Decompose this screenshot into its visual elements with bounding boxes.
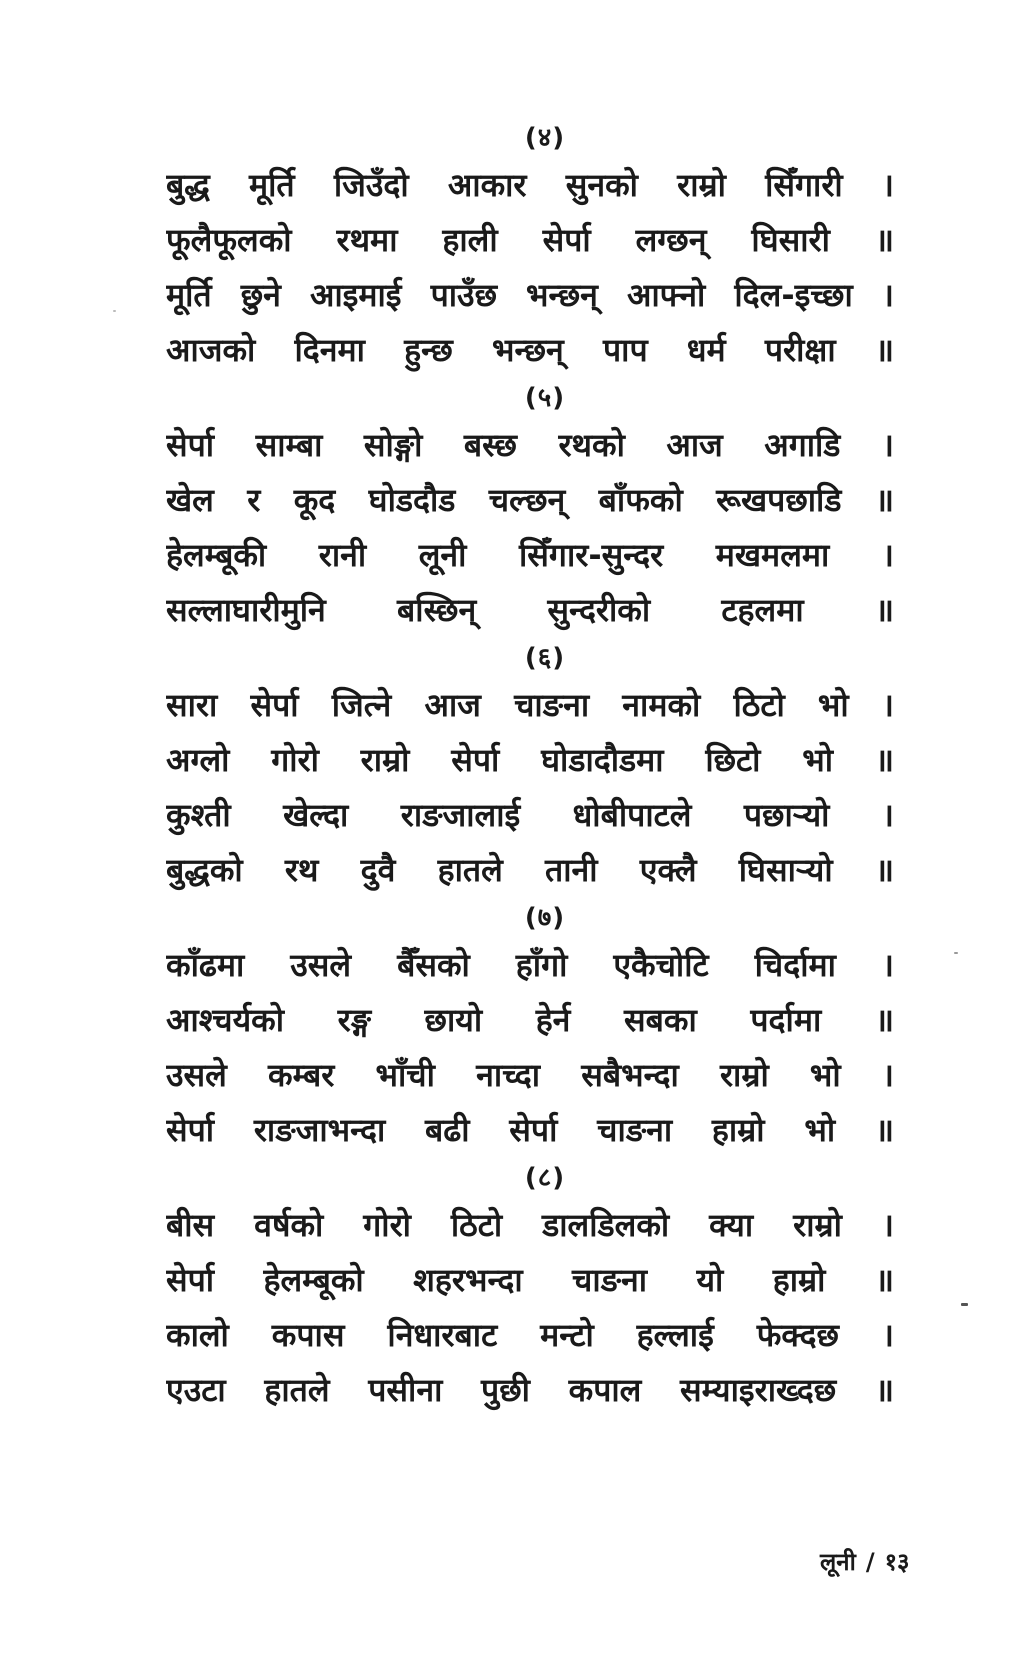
stanza-number: (४) (524, 123, 566, 153)
book-title: लूनी (820, 1548, 856, 1576)
verse-line: बीस वर्षको गोरो ठिटो डालडिलको क्या राम्रो । (166, 1206, 894, 1244)
stanza-number: (८) (524, 1163, 566, 1193)
stanza (166, 118, 894, 378)
verse-line: खेल र कूद घोडदौड चल्छन् बाँफको रूखपछाडि ॥ (166, 481, 894, 519)
verse-line: काँढमा उसले बैँसको हाँगो एकैचोटि चिर्दामा । (166, 946, 894, 984)
verse-line: कालो कपास निधारबाट मन्टो हल्लाई फेक्दछ । (166, 1316, 894, 1354)
page-footer (820, 1545, 910, 1578)
verse-line: कुश्ती खेल्दा राङजालाई धोबीपाटले पछाऱ्यो । (166, 796, 894, 834)
verse-line: आश्चर्यको रङ्ग छायो हेर्न सबका पर्दामा ॥ (166, 1001, 894, 1039)
poem-body (166, 118, 894, 1418)
verse-line: सेर्पा साम्बा सोङ्गो बस्छ रथको आज अगाडि । (166, 426, 894, 464)
verse-line: एउटा हातले पसीना पुछी कपाल सम्याइराख्दछ ॥ (166, 1371, 894, 1409)
stanza (166, 378, 894, 638)
verse-line: अग्लो गोरो राम्रो सेर्पा घोडादौडमा छिटो भो ॥ (166, 741, 894, 779)
verse-line: उसले कम्बर भाँची नाच्दा सबैभन्दा राम्रो भो । (166, 1056, 894, 1094)
verse-line: बुद्धको रथ दुवै हातले तानी एक्लै घिसाऱ्यो ॥ (166, 851, 894, 889)
stanza-number: (६) (524, 643, 566, 673)
scan-speck (961, 1303, 968, 1306)
verse-line: आजको दिनमा हुन्छ भन्छन् पाप धर्म परीक्षा ॥ (166, 331, 894, 369)
page-number: १३ (884, 1548, 910, 1576)
scan-speck (113, 310, 116, 312)
stanza (166, 898, 894, 1158)
verse-line: सल्लाघारीमुनि बस्छिन् सुन्दरीको टहलमा ॥ (166, 591, 894, 629)
verse-line: सेर्पा राङजाभन्दा बढी सेर्पा चाङना हाम्रो भो ॥ (166, 1111, 894, 1149)
verse-line: सारा सेर्पा जित्ने आज चाङना नामको ठिटो भो । (166, 686, 894, 724)
verse-line: मूर्ति छुने आइमाई पाउँछ भन्छन् आफ्नो दिल-इच्छा । (166, 276, 894, 314)
verse-line: बुद्ध मूर्ति जिउँदो आकार सुनको राम्रो सिँगारी । (166, 166, 894, 204)
stanza-number: (७) (524, 903, 566, 933)
stanza (166, 1158, 894, 1418)
stanza (166, 638, 894, 898)
footer-separator: / (865, 1548, 875, 1576)
verse-line: फूलैफूलको रथमा हाली सेर्पा लग्छन् घिसारी ॥ (166, 221, 894, 259)
verse-line: हेलम्बूकी रानी लूनी सिँगार-सुन्दर मखमलमा । (166, 536, 894, 574)
stanza-number: (५) (524, 383, 566, 413)
verse-line: सेर्पा हेलम्बूको शहरभन्दा चाङना यो हाम्रो ॥ (166, 1261, 894, 1299)
scan-speck (954, 952, 958, 954)
